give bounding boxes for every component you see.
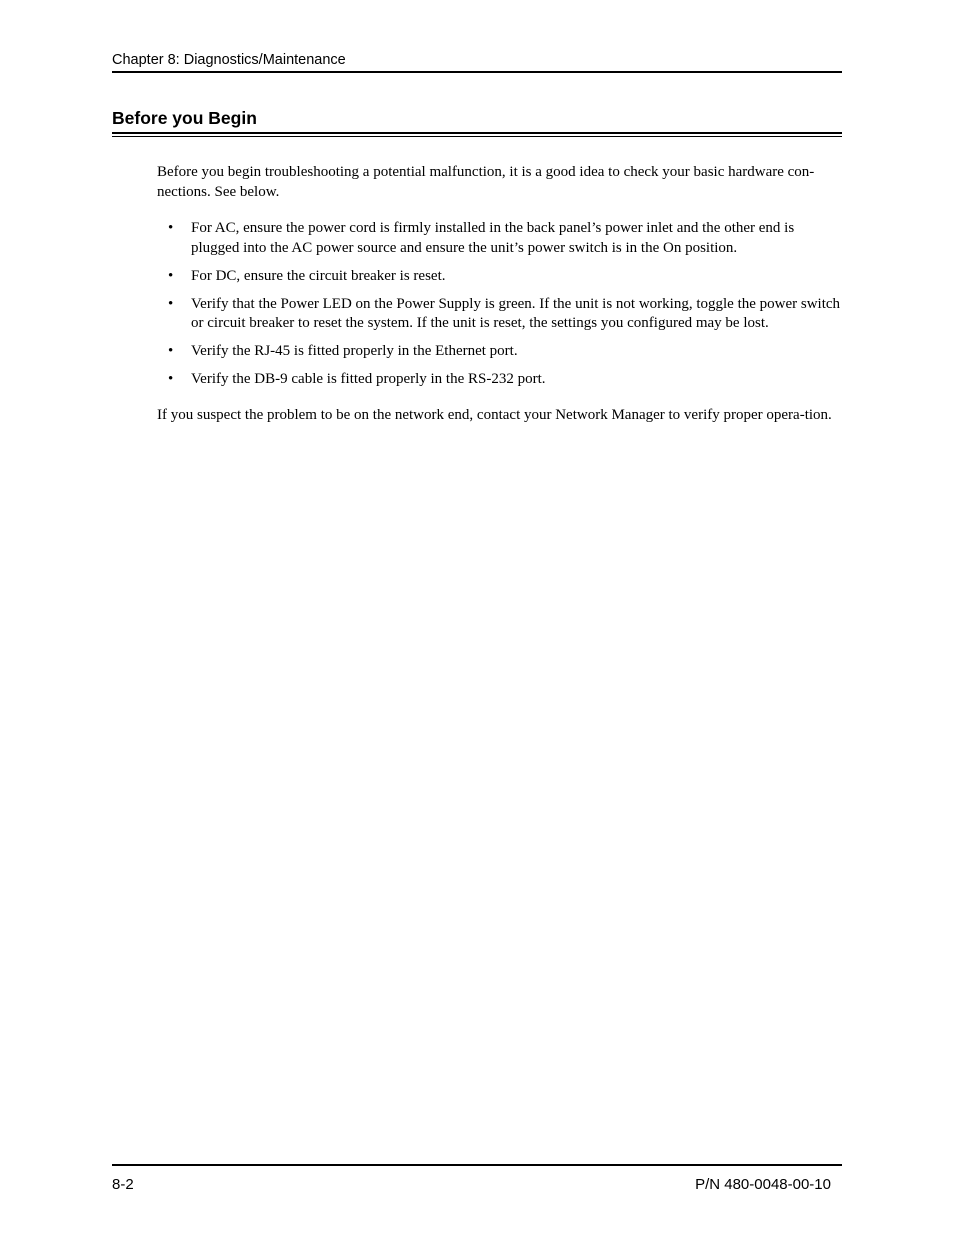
header-divider: [112, 71, 842, 73]
checklist: [157, 219, 843, 398]
intro-paragraph: Before you begin troubleshooting a potential malfunction, it is a good idea to check your basic hardware con-nections. See below.: [157, 164, 815, 200]
list-item: [157, 370, 843, 390]
bullet-icon: •: [168, 220, 174, 236]
running-header: Chapter 8: Diagnostics/Maintenance: [112, 52, 346, 68]
bullet-icon: •: [168, 267, 174, 284]
list-item-text: Verify the RJ-45 is fitted properly in the Ethernet port.: [191, 343, 518, 359]
section-title: Before you Begin: [112, 108, 257, 128]
closing-paragraph: If you suspect the problem to be on the network end, contact your Network Manager to verify proper opera-tion.: [157, 407, 832, 423]
list-item: [157, 342, 843, 362]
list-item-text: Verify the DB-9 cable is fitted properly in the RS-232 port.: [191, 371, 546, 387]
list-item-text: Verify that the Power LED on the Power Supply is green. If the unit is not working, toggle the power switch or circuit breaker to reset the system. If the unit is reset, the settings you configured may be lost.: [191, 295, 841, 331]
footer-divider: [112, 1164, 842, 1166]
list-item-text: For DC, ensure the circuit breaker is reset.: [191, 267, 446, 284]
section-title-divider-thin: [112, 136, 842, 137]
page-number: 8-2: [112, 1176, 134, 1193]
bullet-icon: •: [168, 343, 174, 359]
bullet-icon: •: [168, 295, 174, 312]
part-number: P/N 480-0048-00-10: [695, 1176, 831, 1193]
list-item-text: For AC, ensure the power cord is firmly installed in the back panel’s power inlet and the other end is plugged into the AC power source and ensure the unit’s power switch is in the On position.: [191, 220, 795, 256]
list-item: [157, 295, 843, 334]
section-title-divider-thick: [112, 132, 842, 134]
list-item: [157, 219, 843, 258]
bullet-icon: •: [168, 371, 174, 387]
list-item: [157, 267, 843, 287]
